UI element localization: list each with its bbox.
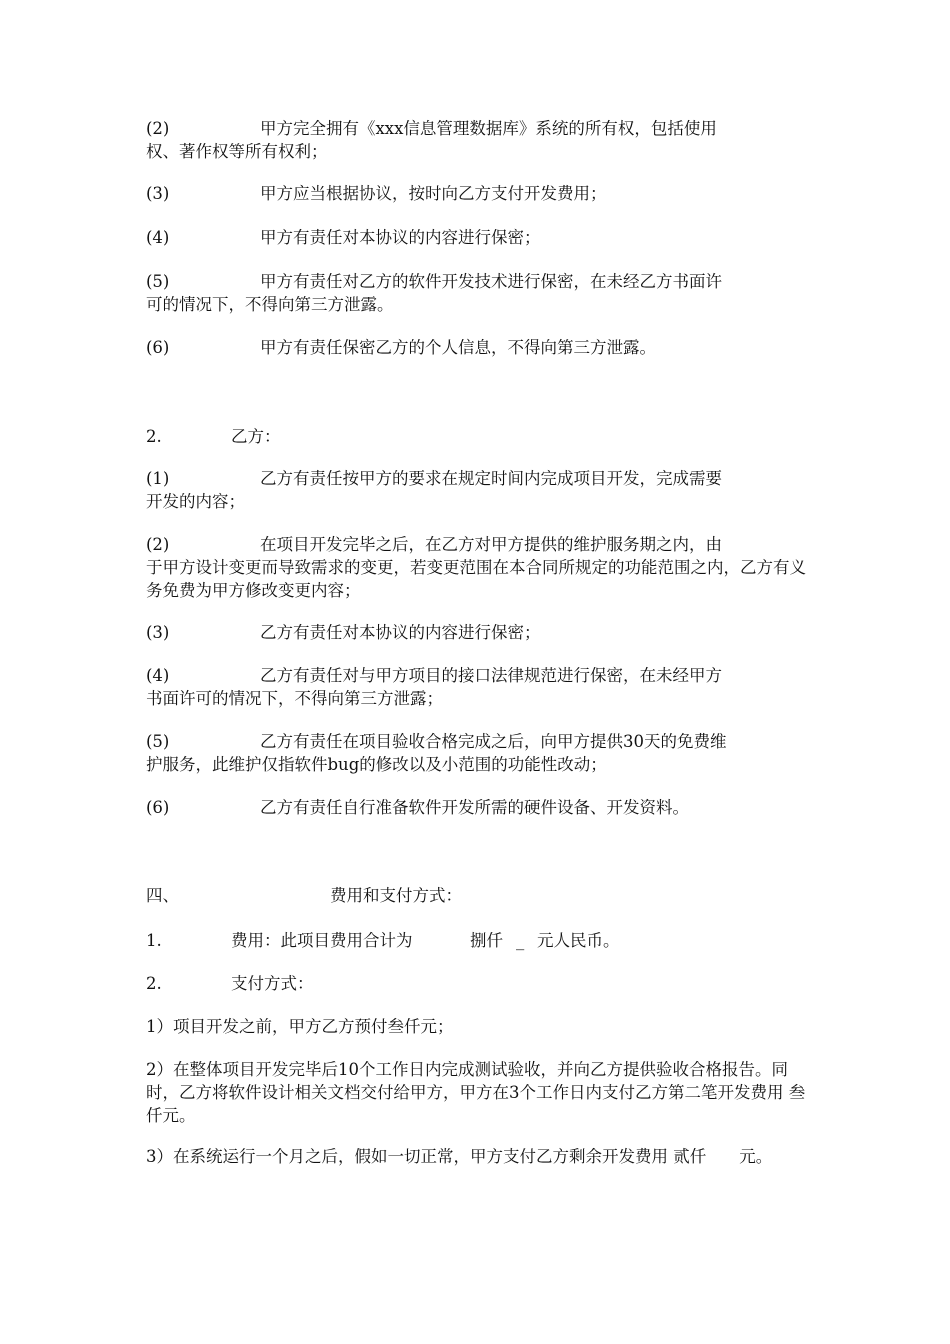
item-number: (4): [146, 666, 170, 685]
item-text: 甲方有责任保密乙方的个人信息，不得向第三方泄露。: [260, 338, 656, 357]
item-text: 乙方有责任自行准备软件开发所需的硬件设备、开发资料。: [260, 798, 689, 817]
item-text-first-line: 乙方有责任在项目验收合格完成之后，向甲方提供30天的免费维: [260, 732, 727, 751]
item-text-first-line: 在项目开发完毕之后，在乙方对甲方提供的维护服务期之内，由: [260, 535, 722, 554]
item-text-continuation: 护服务，此维护仅指软件bug的修改以及小范围的功能性改动；: [146, 755, 607, 774]
fee-amount: 捌仟: [470, 931, 503, 950]
fee-number: 1.: [146, 931, 162, 950]
fee-blank: _: [516, 931, 525, 950]
fee-label: 费用：此项目费用合计为: [231, 931, 413, 950]
item-text-first-line: 甲方完全拥有《xxx信息管理数据库》系统的所有权，包括使用: [260, 119, 717, 138]
payment-item-2: 2）在整体项目开发完毕后10个工作日内完成测试验收，并向乙方提供验收合格报告。同时，乙方将软件设计相关文档交付给甲方，甲方在3个工作日内支付乙方第二笔开发费用 叁仟元。: [146, 1060, 806, 1125]
payment-item-1: 1）项目开发之前，甲方乙方预付叁仟元；: [146, 1017, 454, 1036]
item-text-continuation: 权、著作权等所有权利；: [146, 142, 328, 161]
item-number: (3): [146, 184, 170, 203]
item-number: (6): [146, 338, 170, 357]
payment-label: 支付方式：: [231, 974, 314, 993]
payment-item-3: 3）在系统运行一个月之后，假如一切正常，甲方支付乙方剩余开发费用 贰仟 元。: [146, 1147, 773, 1166]
heading-number: 2.: [146, 427, 162, 446]
item-number: (2): [146, 119, 170, 138]
item-text: 甲方应当根据协议，按时向乙方支付开发费用；: [260, 184, 607, 203]
item-number: (3): [146, 623, 170, 642]
item-text-first-line: 乙方有责任对与甲方项目的接口法律规范进行保密，在未经甲方: [260, 666, 722, 685]
item-text-continuation: 开发的内容；: [146, 492, 245, 511]
item-text-continuation: 书面许可的情况下，不得向第三方泄露；: [146, 689, 443, 708]
item-number: (5): [146, 732, 170, 751]
section-number: 四、: [146, 886, 179, 905]
item-text: 甲方有责任对本协议的内容进行保密；: [260, 228, 541, 247]
item-number: (1): [146, 469, 170, 488]
item-text-first-line: 甲方有责任对乙方的软件开发技术进行保密，在未经乙方书面许: [260, 272, 722, 291]
payment-number: 2.: [146, 974, 162, 993]
item-text-continuation: 于甲方设计变更而导致需求的变更，若变更范围在本合同所规定的功能范围之内，乙方有义务免费为甲方修改变更内容；: [146, 558, 806, 600]
section-title: 费用和支付方式：: [330, 886, 462, 905]
item-number: (6): [146, 798, 170, 817]
item-number: (5): [146, 272, 170, 291]
item-text-first-line: 乙方有责任按甲方的要求在规定时间内完成项目开发，完成需要: [260, 469, 722, 488]
item-number: (2): [146, 535, 170, 554]
heading-text: 乙方：: [231, 427, 281, 446]
item-number: (4): [146, 228, 170, 247]
item-text-continuation: 可的情况下，不得向第三方泄露。: [146, 295, 394, 314]
fee-unit: 元人民币。: [537, 931, 620, 950]
item-text: 乙方有责任对本协议的内容进行保密；: [260, 623, 541, 642]
